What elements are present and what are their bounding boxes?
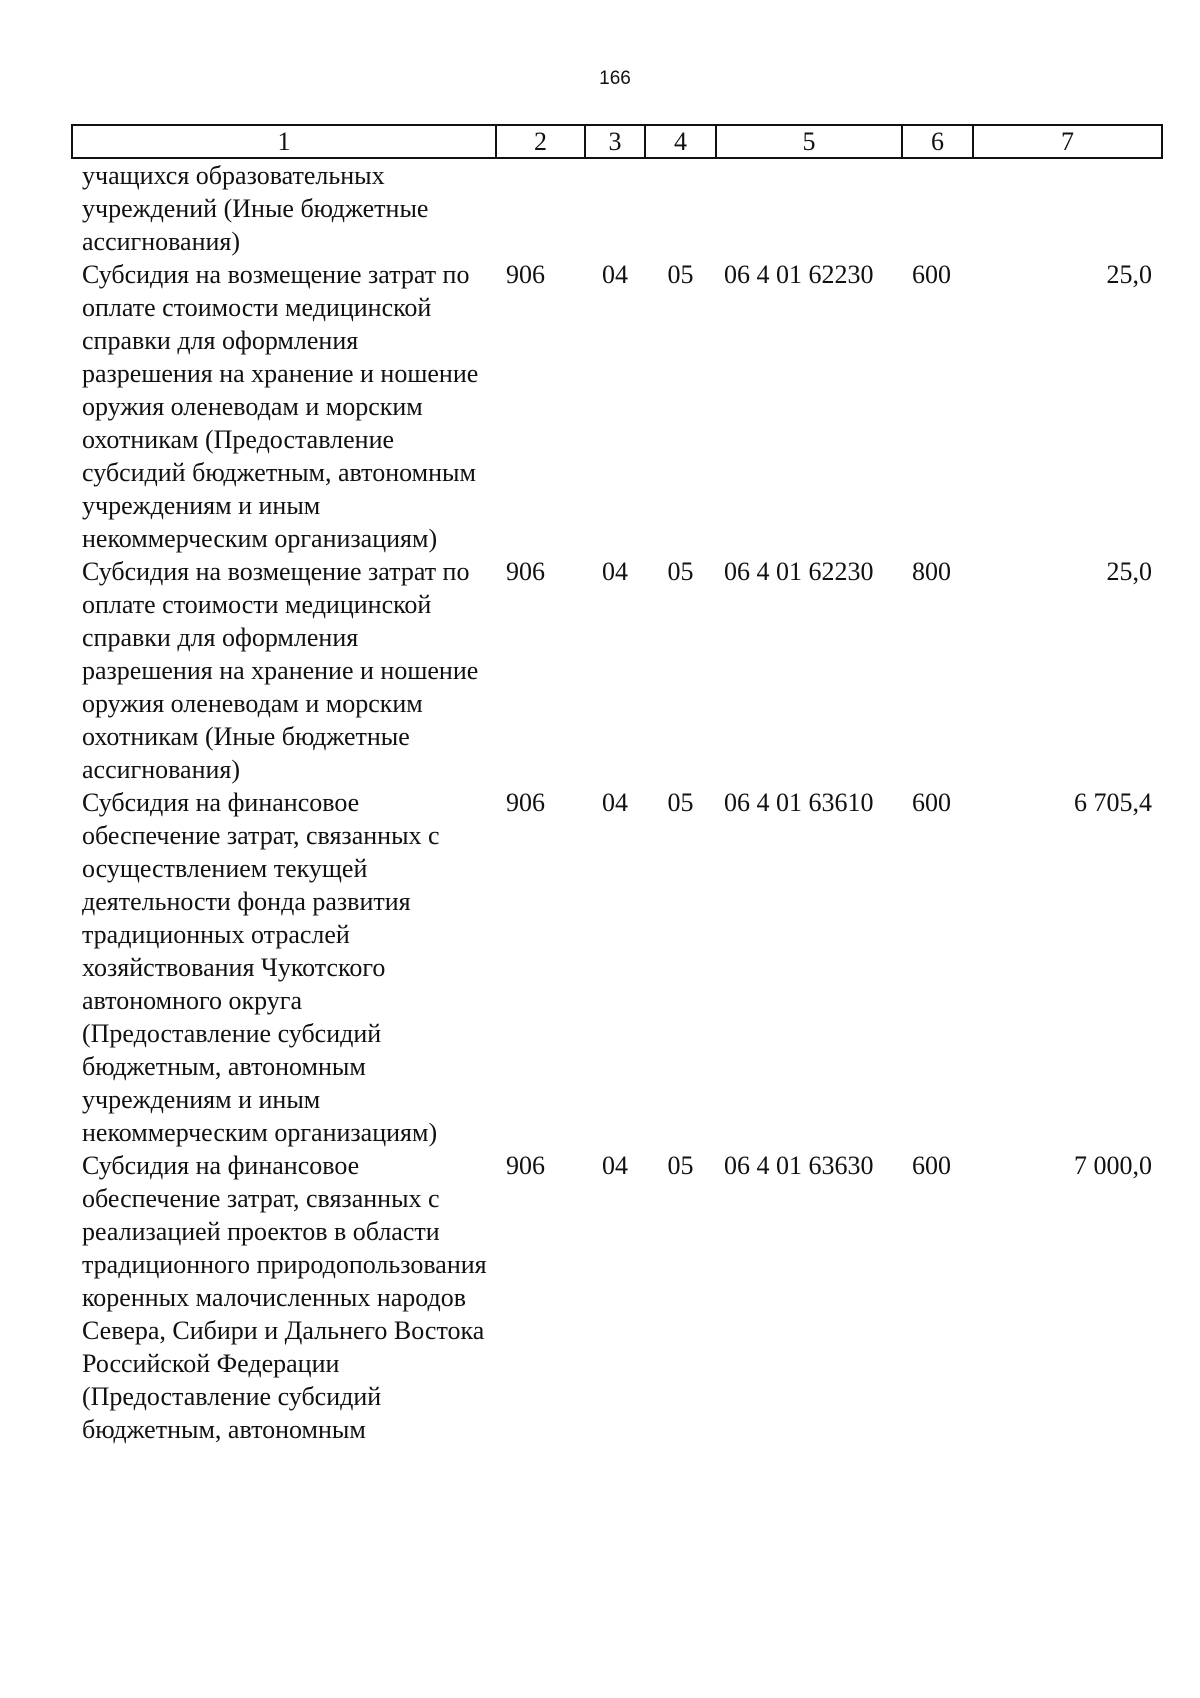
- budget-table: [71, 124, 1163, 1446]
- row-code-col3: 04: [602, 557, 628, 586]
- row-code-col6: [902, 158, 973, 258]
- row-amount: 7 000,0: [1074, 1151, 1152, 1180]
- row-code-col4: [645, 158, 716, 258]
- row-code-col2: [496, 158, 585, 258]
- row-code-col6: 600: [912, 1151, 951, 1180]
- row-amount: 6 705,4: [1074, 788, 1152, 817]
- row-code-col5: 06 4 01 62230: [724, 260, 874, 289]
- row-code-col3: [585, 158, 645, 258]
- row-code-col4: 05: [667, 260, 694, 289]
- column-header-1: 1: [72, 125, 496, 158]
- column-header-5: 5: [716, 125, 902, 158]
- row-description: учащихся образовательных учреждений (Иные бюджетные ассигнования): [82, 161, 429, 256]
- row-code-col3: 04: [602, 1151, 628, 1180]
- row-description: Субсидия на возмещение затрат по оплате стоимости медицинской справки для оформления разрешения на хранение и ношение оружия оленеводам и морским охотникам (Иные бюджетные ассигнования): [82, 557, 479, 784]
- page-number: 166: [599, 68, 631, 89]
- row-code-col3: 04: [602, 788, 628, 817]
- row-code-col2: 906: [506, 260, 545, 289]
- row-code-col5: 06 4 01 63630: [724, 1151, 874, 1180]
- row-code-col5: 06 4 01 62230: [724, 557, 874, 586]
- row-amount: 25,0: [1106, 557, 1152, 586]
- row-code-col4: 05: [667, 1151, 694, 1180]
- row-code-col6: 800: [912, 557, 951, 586]
- row-code-col6: 600: [912, 260, 951, 289]
- row-code-col2: 906: [506, 1151, 545, 1180]
- row-description: Субсидия на финансовое обеспечение затрат, связанных с реализацией проектов в области традиционного природопользования коренных малочисленных народов Севера, Сибири и Дальнего Востока Российской Федерации (Предоставление субсидий бюджетным, автономным: [82, 1151, 487, 1444]
- row-description: Субсидия на возмещение затрат по оплате стоимости медицинской справки для оформления разрешения на хранение и ношение оружия оленеводам и морским охотникам (Предоставление субсидий бюджетным, автономным учреждениям и иным некоммерческим организациям): [82, 260, 479, 553]
- row-code-col4: 05: [667, 557, 694, 586]
- row-amount: 25,0: [1106, 260, 1152, 289]
- column-header-4: 4: [645, 125, 716, 158]
- column-header-3: 3: [585, 125, 645, 158]
- column-header-2: 2: [496, 125, 585, 158]
- table-row: [72, 1149, 1162, 1446]
- row-code-col2: 906: [506, 557, 545, 586]
- table-row: [72, 158, 1162, 258]
- table-row: [72, 555, 1162, 786]
- table-row: [72, 786, 1162, 1149]
- row-amount: [973, 158, 1162, 258]
- row-description: Субсидия на финансовое обеспечение затрат, связанных с осуществлением текущей деятельности фонда развития традиционных отраслей хозяйствования Чукотского автономного округа (Предоставление субсидий бюджетным, автономным учреждениям и иным некоммерческим организациям): [82, 788, 440, 1147]
- row-code-col5: 06 4 01 63610: [724, 788, 874, 817]
- row-code-col5: [716, 158, 902, 258]
- row-code-col6: 600: [912, 788, 951, 817]
- column-header-6: 6: [902, 125, 973, 158]
- column-header-7: 7: [973, 125, 1162, 158]
- table-row: [72, 258, 1162, 555]
- row-code-col3: 04: [602, 260, 628, 289]
- row-code-col2: 906: [506, 788, 545, 817]
- table-header-row: [72, 125, 1162, 158]
- row-code-col4: 05: [667, 788, 694, 817]
